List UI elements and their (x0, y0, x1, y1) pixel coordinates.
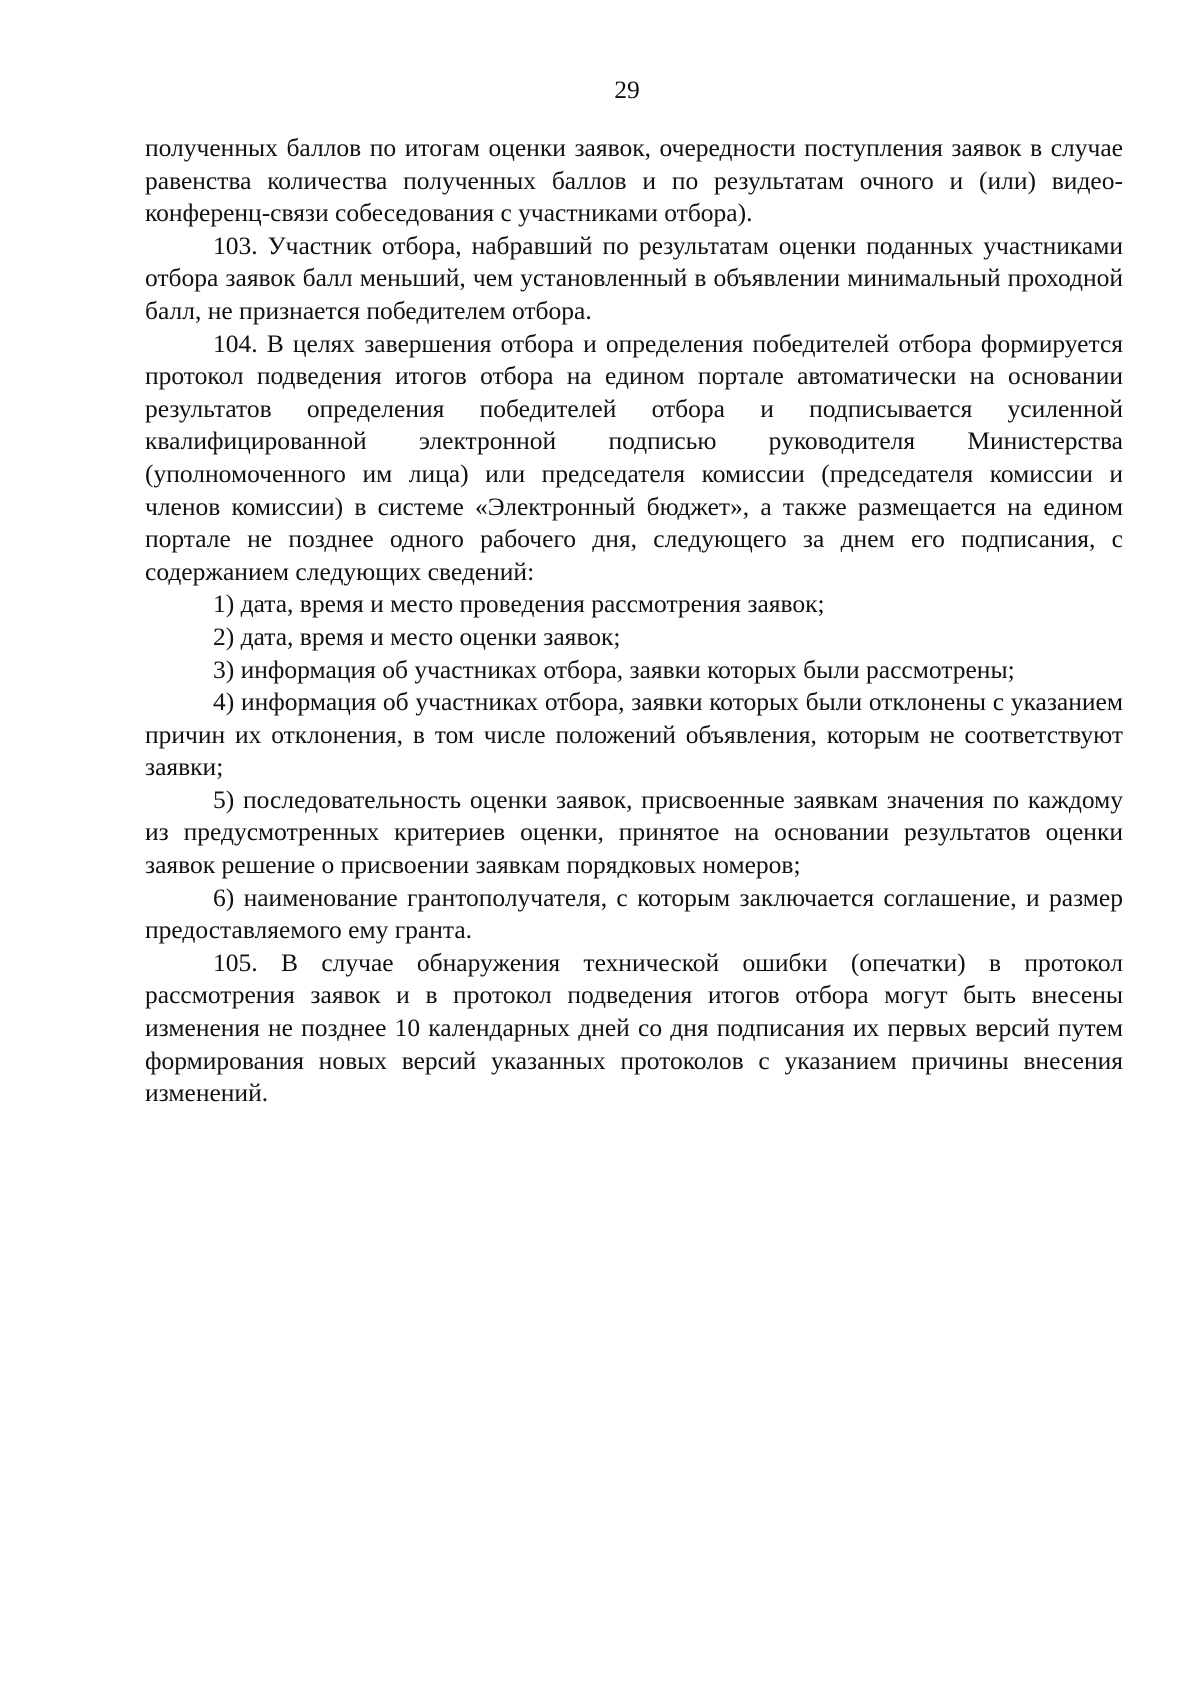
list-item-5: 5) последовательность оценки заявок, присвоенные заявкам значения по каждому из предусмотренных критериев оценки, принятое на основании результатов оценки заявок решение о присвоении заявкам порядковых номеров; (145, 784, 1123, 880)
paragraph-103: 103. Участник отбора, набравший по результатам оценки поданных участниками отбора заявок балл меньший, чем установленный в объявлении минимальный проходной балл, не признается победителем отбора. (145, 230, 1123, 325)
paragraph-105: 105. В случае обнаружения технической ошибки (опечатки) в протокол рассмотрения заявок и в протокол подведения итогов отбора могут быть внесены изменения не позднее 10 календарных дней со дня подписания их первых версий путем формирования новых версий указанных протоколов с указанием причины внесения изменений. (145, 947, 1123, 1108)
list-item-1: 1) дата, время и место проведения рассмотрения заявок; (213, 589, 825, 619)
document-body (145, 132, 1123, 1110)
list-item-3: 3) информация об участниках отбора, заявки которых были рассмотрены; (213, 654, 1015, 684)
list-item-4: 4) информация об участниках отбора, заявки которых были отклонены с указанием причин их отклонения, в том числе положений объявления, которым не соответствуют заявки; (145, 687, 1123, 782)
list-item-2: 2) дата, время и место оценки заявок; (213, 621, 621, 651)
paragraph-continuation: полученных баллов по итогам оценки заявок, очередности поступления заявок в случае равенства количества полученных баллов и по результатам очного и (или) видео-конференц-связи собеседования с участниками отбора). (145, 133, 1123, 228)
list-item-6: 6) наименование грантополучателя, с которым заключается соглашение, и размер предоставляемого ему гранта. (145, 882, 1123, 945)
page-number: 29 (614, 75, 640, 104)
paragraph-104: 104. В целях завершения отбора и определения победителей отбора формируется протокол подведения итогов отбора на едином портале автоматически на основании результатов определения победителей отбора и подписывается усиленной квалифицированной электронной подписью руководителя Министерства (уполномоченного им лица) или председателя комиссии (председателя комиссии и членов комиссии) в системе «Электронный бюджет», а также размещается на едином портале не позднее одного рабочего дня, следующего за днем его подписания, с содержанием следующих сведений: (145, 328, 1123, 586)
